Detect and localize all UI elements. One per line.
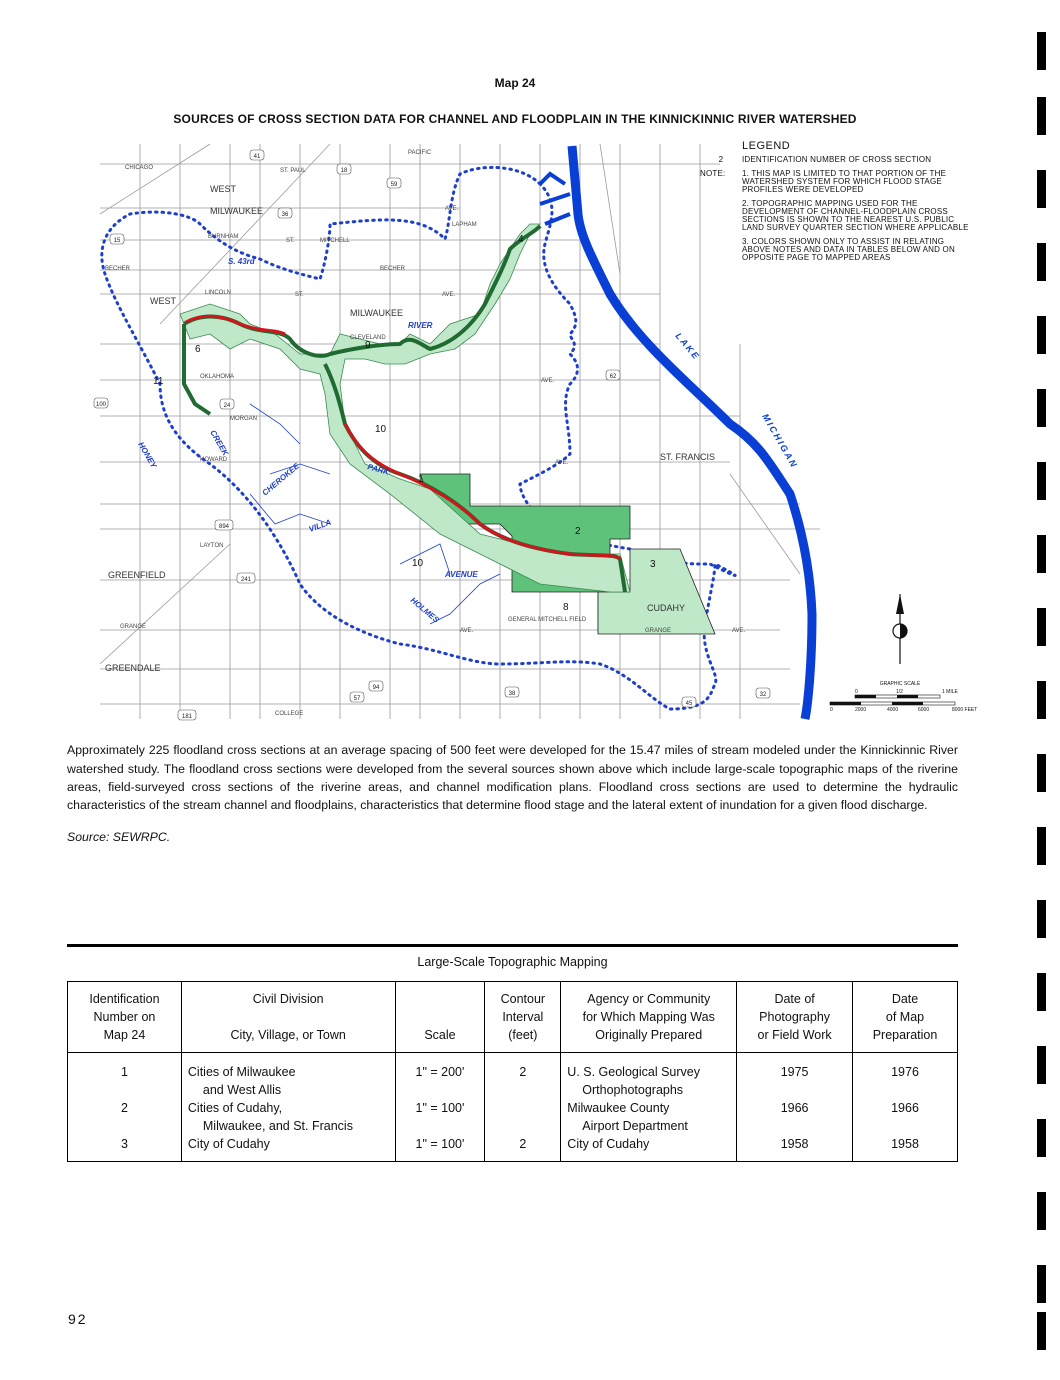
street-label: BECHER: [105, 266, 131, 272]
note-item: 2. TOPOGRAPHIC MAPPING USED FOR THE DEVELOPMENT OF CHANNEL-FLOODPLAIN CROSS SECTIONS IS SHOWN TO THE NEAREST U.S. PUBLIC LAND SURVEY QUARTER SECTION WHERE APPLICABLE: [742, 199, 969, 232]
legend-key-row: [700, 156, 970, 164]
place-label: WEST: [210, 184, 236, 194]
cell-contour: 2: [485, 1053, 561, 1100]
svg-text:15: 15: [113, 238, 121, 244]
svg-text:18: 18: [340, 168, 348, 174]
highway-shield: [250, 150, 264, 160]
street-label: AVE.: [555, 460, 569, 466]
street-labels: [105, 150, 746, 717]
map-caption: Approximately 225 floodland cross sections at an average spacing of 500 feet were developed for the 15.47 miles of stream modeled under the Kinnickinnic River watershed study. The floodland cross sections were developed from the several sources shown above which include large-scale topographic maps of the riverine areas, field-surveyed cross sections of the riverine areas, and channel modification plans. Floodland cross sections are used to determine the hydraulic characteristics of the stream channel and floodplains, characteristics that determine flood stage and the lateral extent of inundation for a given flood discharge.: [67, 743, 958, 812]
street-label: ST.: [286, 238, 295, 244]
stream-label: AVENUE: [445, 570, 478, 579]
stream-label: HONEY: [136, 440, 159, 470]
highway-shields: [94, 150, 770, 720]
cell-agency: Milwaukee County Airport Department: [561, 1099, 737, 1135]
scale-tick: 1 MILE: [942, 689, 958, 695]
street-label: CHICAGO: [125, 165, 154, 171]
cell-id: 1: [68, 1053, 182, 1100]
street-label: GENERAL MITCHELL FIELD: [508, 617, 587, 623]
cell-date-photo: 1975: [737, 1053, 853, 1100]
column-header: Date of Photography or Field Work: [737, 982, 853, 1053]
scale-tick: 0: [855, 689, 858, 695]
table-caption: Large-Scale Topographic Mapping: [417, 955, 608, 969]
graphic-scale: [830, 681, 977, 713]
lake-label: MICHIGAN: [760, 412, 800, 471]
binder-mark: [1037, 608, 1046, 646]
street-label: ST. PAUL: [280, 168, 306, 174]
binder-mark: [1037, 535, 1046, 573]
cell-id: 2: [68, 1099, 182, 1135]
scale-tick: 2000: [855, 707, 867, 713]
svg-text:57: 57: [353, 696, 361, 702]
binder-mark: [1037, 1119, 1046, 1157]
highway-shield: [505, 687, 519, 697]
table-row: [68, 1099, 958, 1135]
stream-label: CREEK: [208, 428, 231, 458]
scale-tick: 8000 FEET: [952, 707, 978, 713]
place-label: MILWAUKEE: [350, 308, 404, 318]
svg-text:36: 36: [281, 212, 289, 218]
place-label: MILWAUKEE: [210, 206, 264, 216]
scale-tick: 6000: [918, 707, 930, 713]
column-header: Scale: [395, 982, 485, 1053]
street-label: LAPHAM: [452, 222, 477, 228]
cell-division: Cities of Cudahy, Milwaukee, and St. Francis: [181, 1099, 395, 1135]
north-arrow: [893, 594, 907, 664]
highway-shield: [756, 688, 770, 698]
section-id: 3: [650, 559, 656, 570]
street-label: MITCHELL: [320, 238, 350, 244]
street-label: AVE.: [541, 378, 555, 384]
place-label: GREENFIELD: [108, 570, 166, 580]
street-label: LINCOLN: [205, 290, 232, 296]
place-label: WEST: [150, 296, 176, 306]
svg-text:894: 894: [218, 524, 230, 530]
street-label: OKLAHOMA: [200, 374, 235, 380]
column-header: Civil Division City, Village, or Town: [181, 982, 395, 1053]
note-item: 3. COLORS SHOWN ONLY TO ASSIST IN RELATING ABOVE NOTES AND DATA IN TABLES BELOW AND ON OPPOSITE PAGE TO MAPPED AREAS: [742, 237, 955, 262]
cell-agency: U. S. Geological Survey Orthophotographs: [561, 1053, 737, 1100]
highway-shield: [387, 178, 401, 188]
cell-scale: 1" = 100': [395, 1135, 485, 1162]
highway-shield: [178, 710, 196, 720]
highway-shield: [220, 399, 234, 409]
place-label: ST. FRANCIS: [660, 452, 716, 462]
note-label: NOTE:: [700, 169, 726, 178]
binder-mark: [1037, 389, 1046, 427]
street-label: AVE.: [442, 292, 456, 298]
binder-mark: [1037, 1192, 1046, 1230]
cell-date-photo: 1966: [737, 1099, 853, 1135]
source-note: Source: SEWRPC.: [67, 830, 171, 844]
binder-mark: [1037, 827, 1046, 865]
legend-key-number: 2: [718, 155, 724, 164]
svg-text:62: 62: [609, 374, 617, 380]
section-id: 11: [153, 376, 164, 387]
street-label: AVE.: [732, 628, 746, 634]
scale-tick: 1/2: [896, 689, 903, 695]
street-label: MORGAN: [230, 416, 257, 422]
cell-contour: [485, 1099, 561, 1135]
cell-id: 3: [68, 1135, 182, 1162]
svg-text:241: 241: [240, 577, 252, 583]
column-header: Date of Map Preparation: [853, 982, 958, 1053]
stream-label: HOLMES: [408, 595, 441, 625]
highway-shield: [215, 520, 233, 530]
column-header: Agency or Community for Which Mapping Was Originally Prepared: [561, 982, 737, 1053]
lake-labels: [673, 331, 799, 470]
binder-mark: [1037, 754, 1046, 792]
svg-text:41: 41: [253, 154, 261, 160]
svg-text:59: 59: [390, 182, 398, 188]
street-label: BECHER: [380, 266, 406, 272]
scale-tick: 0: [830, 707, 833, 713]
cell-date-map: 1966: [853, 1099, 958, 1135]
binder-mark: [1037, 1265, 1046, 1303]
binder-mark: [1037, 681, 1046, 719]
section-id: 10: [375, 424, 387, 435]
cell-scale: 1" = 100': [395, 1099, 485, 1135]
stream-label: S. 43rd: [228, 257, 255, 266]
cell-division: City of Cudahy: [181, 1135, 395, 1162]
street-label: GRANGE: [645, 628, 672, 634]
map-number-label: Map 24: [494, 76, 536, 90]
stream-label: VILLA: [307, 517, 333, 534]
map-title: SOURCES OF CROSS SECTION DATA FOR CHANNEL AND FLOODPLAIN IN THE KINNICKINNIC RIVER WATERSHED: [173, 112, 857, 126]
cell-scale: 1" = 200': [395, 1053, 485, 1100]
svg-text:181: 181: [181, 714, 193, 720]
binder-mark: [1037, 1312, 1046, 1350]
binder-mark: [1037, 462, 1046, 500]
svg-text:24: 24: [223, 403, 231, 409]
highway-shield: [682, 697, 696, 707]
page-number: 92: [68, 1311, 88, 1327]
scale-tick: 4000: [887, 707, 899, 713]
street-label: GRANGE: [120, 624, 147, 630]
table-row: [68, 1053, 958, 1100]
highway-shield: [278, 208, 292, 218]
highway-shield: [337, 164, 351, 174]
highway-shield: [350, 692, 364, 702]
street-label: AVE.: [460, 628, 474, 634]
table-header-row: [68, 982, 958, 1053]
column-header: Contour Interval (feet): [485, 982, 561, 1053]
table-top-rule: [67, 944, 958, 947]
street-label: COLLEGE: [275, 711, 304, 717]
highway-shield: [94, 398, 108, 408]
binder-mark: [1037, 97, 1046, 135]
street-label: AVE.: [445, 206, 459, 212]
binder-mark: [1037, 316, 1046, 354]
section-id: 8: [563, 602, 569, 613]
binder-mark: [1037, 243, 1046, 281]
place-label: GREENDALE: [105, 663, 161, 673]
section-id: 6: [195, 344, 201, 355]
section-id: 1: [418, 474, 424, 485]
svg-text:45: 45: [685, 701, 693, 707]
binder-mark: [1037, 170, 1046, 208]
stream-label: RIVER: [408, 321, 433, 330]
stream-label: CHEROKEE: [260, 461, 302, 498]
highway-shield: [369, 681, 383, 691]
binder-mark: [1037, 1046, 1046, 1084]
binder-mark: [1037, 900, 1046, 938]
svg-text:38: 38: [508, 691, 516, 697]
street-label: PACIFIC: [408, 150, 432, 156]
svg-text:100: 100: [95, 402, 107, 408]
table-row: [68, 1135, 958, 1162]
street-label: HOWARD: [200, 457, 228, 463]
cell-division: Cities of Milwaukee and West Allis: [181, 1053, 395, 1100]
legend-key-text: IDENTIFICATION NUMBER OF CROSS SECTION: [742, 155, 932, 164]
map-legend: [700, 142, 970, 268]
cell-date-map: 1958: [853, 1135, 958, 1162]
street-label: ST.: [295, 292, 304, 298]
highway-shield: [606, 370, 620, 380]
highway-shield: [110, 234, 124, 244]
legend-notes: [700, 170, 970, 268]
street-label: CLEVELAND: [350, 335, 386, 341]
street-label: BURNHAM: [208, 234, 239, 240]
section-id: 9: [365, 340, 371, 351]
highway-shield: [237, 573, 255, 583]
lake-label: LAKE: [673, 330, 703, 363]
svg-text:32: 32: [759, 692, 767, 698]
legend-title: LEGEND: [742, 140, 791, 152]
binder-mark: [1037, 32, 1046, 70]
binder-mark: [1037, 973, 1046, 1011]
cell-agency: City of Cudahy: [561, 1135, 737, 1162]
place-label: CUDAHY: [647, 603, 686, 613]
cell-date-photo: 1958: [737, 1135, 853, 1162]
section-id: 10: [412, 558, 424, 569]
column-header: Identification Number on Map 24: [68, 982, 182, 1053]
cell-contour: 2: [485, 1135, 561, 1162]
cell-date-map: 1976: [853, 1053, 958, 1100]
note-item: 1. THIS MAP IS LIMITED TO THAT PORTION OF THE WATERSHED SYSTEM FOR WHICH FLOOD STAGE PROFILES WERE DEVELOPED: [742, 169, 947, 194]
topographic-mapping-table: [67, 981, 958, 1162]
svg-text:94: 94: [372, 685, 380, 691]
street-label: LAYTON: [200, 543, 224, 549]
section-id: 4: [518, 234, 524, 245]
scale-title: GRAPHIC SCALE: [879, 681, 921, 687]
section-id: 2: [575, 526, 581, 537]
stream-label: PARK: [366, 462, 391, 477]
